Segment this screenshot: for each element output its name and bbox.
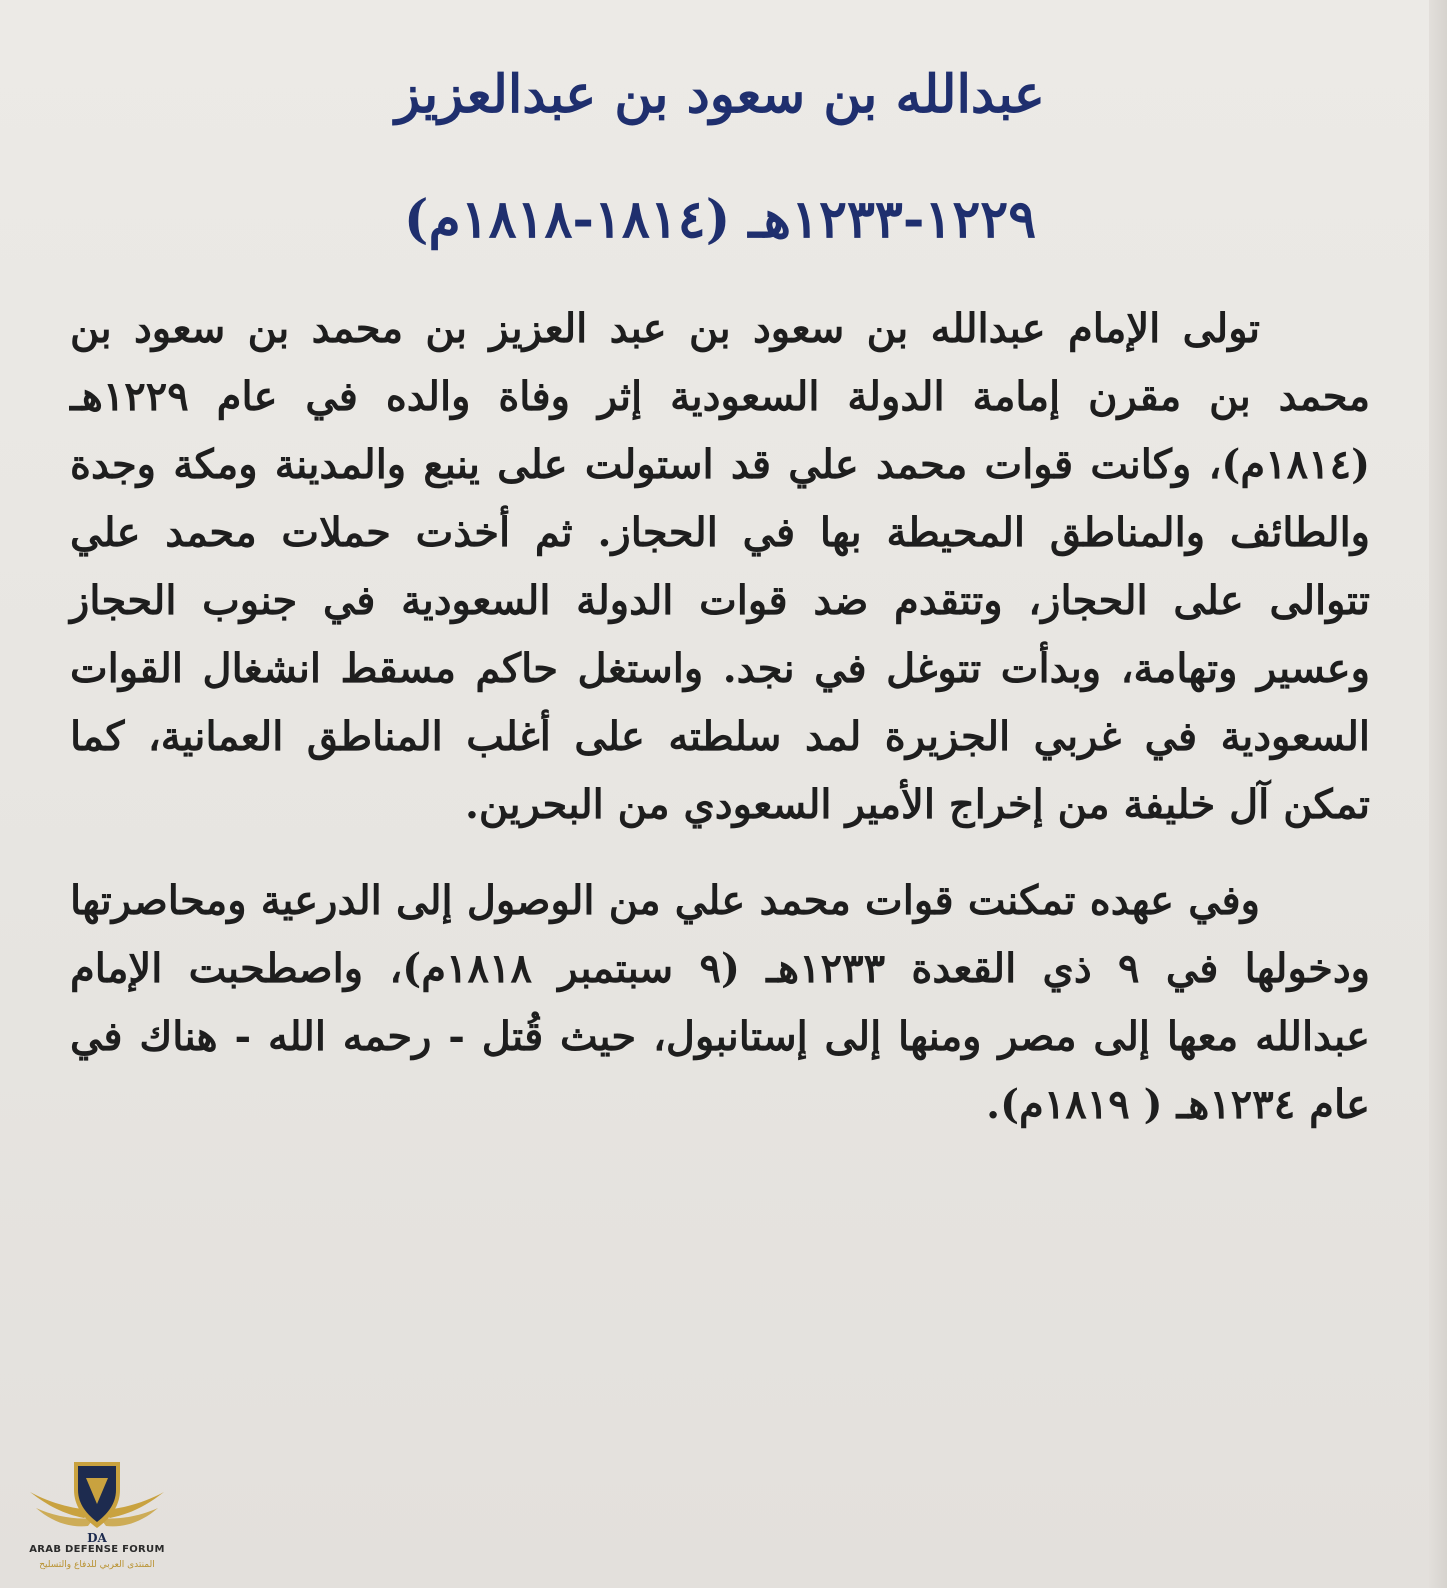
paragraph-1: تولى الإمام عبدالله بن سعود بن عبد العزيز بن محمد بن سعود بن محمد بن مقرن إمامة الدولة السعودية إثر وفاة والده في عام ١٢٢٩هـ (١٨١٤م)، وكانت قوات محمد علي قد استولت على ينبع والمدينة ومكة وجدة والطائف والمناطق المحيطة بها في الحجاز. ثم أخذت حملات محمد علي تتوالى على الحجاز، وتتقدم ضد قوات الدولة السعودية في جنوب الحجاز وعسير وتهامة، وبدأت تتوغل في نجد. واستغل حاكم مسقط انشغال القوات السعودية في غربي الجزيرة لمد سلطته على أغلب المناطق العمانية، كما تمكن آل خليفة من إخراج الأمير السعودي من البحرين. [70, 305, 1370, 828]
logo-name-en: ARAB DEFENSE FORUM [29, 1544, 165, 1555]
page-edge [1429, 0, 1447, 1588]
shield-wings-logo-icon [22, 1448, 172, 1548]
logo-name-ar: المنتدى العربي للدفاع والتسليح [39, 1560, 155, 1570]
book-page [70, 55, 1370, 1495]
reign-dates: ١٢٢٩-١٢٣٣هـ (١٨١٤-١٨١٨م) [403, 189, 1037, 250]
logo-monogram: DA [87, 1531, 107, 1545]
page-title: عبدالله بن سعود بن عبدالعزيز [395, 64, 1045, 125]
paragraph-2: وفي عهده تمكنت قوات محمد علي من الوصول إلى الدرعية ومحاصرتها ودخولها في ٩ ذي القعدة ١٢٣٣هـ (٩ سبتمبر ١٨١٨م)، واصطحبت الإمام عبدالله معها إلى مصر ومنها إلى إستانبول، حيث قُتل - رحمه الله - هناك في عام ١٢٣٤هـ ( ١٨١٩م). [70, 877, 1370, 1128]
watermark-logo [22, 1448, 172, 1578]
